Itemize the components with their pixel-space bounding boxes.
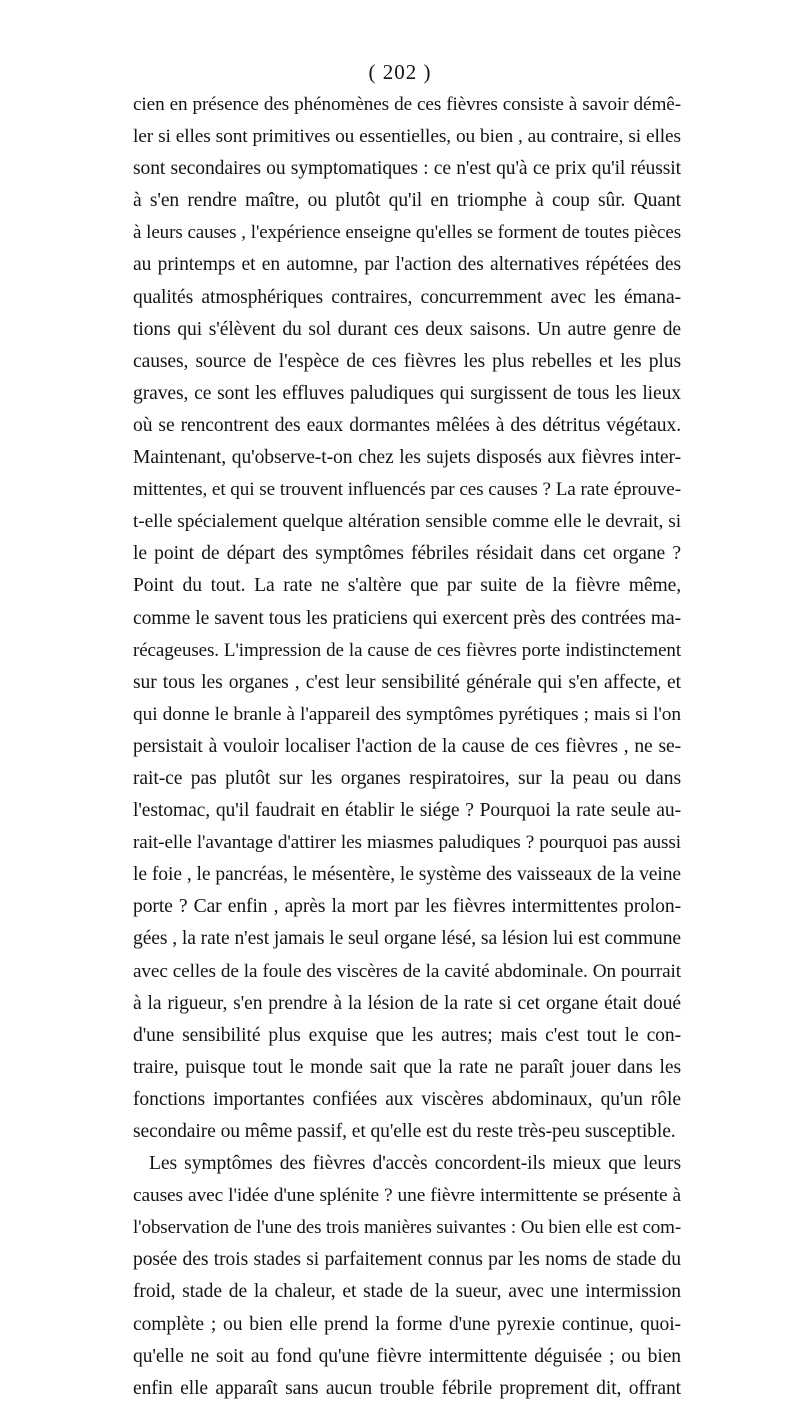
- text-line: sont secondaires ou symptomatiques : ce n'est qu'à ce prix qu'il réussit: [133, 158, 681, 180]
- text-line: rait-ce pas plutôt sur les organes respiratoires, sur la peau ou dans: [133, 767, 681, 789]
- text-line: secondaire ou même passif, et qu'elle est du reste très-peu susceptible.: [133, 1121, 676, 1142]
- text-line: à s'en rendre maître, ou plutôt qu'il en triomphe à coup sûr. Quant: [133, 190, 681, 212]
- text-line: l'observation de l'une des trois manières suivantes : Ou bien elle est com-: [133, 1217, 682, 1239]
- text-line: fonctions importantes confiées aux viscères abdominaux, qu'un rôle: [133, 1088, 681, 1110]
- text-line: qu'elle ne soit au fond qu'une fièvre intermittente déguisée ; ou bien: [133, 1345, 681, 1367]
- text-line: mittentes, et qui se trouvent influencés par ces causes ? La rate éprouve-: [133, 479, 681, 501]
- text-line: tions qui s'élèvent du sol durant ces deux saisons. Un autre genre de: [133, 318, 681, 340]
- body-text: [133, 89, 681, 1405]
- text-line: le foie , le pancréas, le mésentère, le système des vaisseaux de la veine: [133, 864, 681, 886]
- text-line: t-elle spécialement quelque altération sensible comme elle le devrait, si: [133, 511, 681, 533]
- text-line: où se rencontrent des eaux dormantes mêlées à des détritus végétaux.: [133, 414, 681, 436]
- text-line: comme le savent tous les praticiens qui exercent près des contrées ma-: [133, 607, 681, 629]
- page-number: ( 202 ): [368, 60, 432, 84]
- text-line: avec celles de la foule des viscères de la cavité abdominale. On pourrait: [133, 960, 681, 982]
- text-line: qui donne le branle à l'appareil des symptômes pyrétiques ; mais si l'on: [133, 703, 681, 725]
- text-line: graves, ce sont les effluves paludiques qui surgissent de tous les lieux: [133, 382, 681, 404]
- text-line: à leurs causes , l'expérience enseigne qu'elles se forment de toutes pièces: [133, 222, 681, 244]
- text-line: le point de départ des symptômes fébriles résidait dans cet organe ?: [133, 543, 681, 565]
- text-line: Les symptômes des fièvres d'accès concordent-ils mieux que leurs: [149, 1153, 681, 1175]
- text-line: enfin elle apparaît sans aucun trouble fébrile proprement dit, offrant: [133, 1377, 681, 1399]
- text-line: récageuses. L'impression de la cause de ces fièvres porte indistinctement: [133, 639, 681, 661]
- text-line: sur tous les organes , c'est leur sensibilité générale qui s'en affecte, et: [133, 671, 681, 693]
- text-line: Point du tout. La rate ne s'altère que par suite de la fièvre même,: [133, 575, 681, 597]
- text-line: traire, puisque tout le monde sait que la rate ne paraît jouer dans les: [133, 1056, 681, 1078]
- text-line: rait-elle l'avantage d'attirer les miasmes paludiques ? pourquoi pas aussi: [133, 832, 681, 854]
- text-line: froid, stade de la chaleur, et stade de la sueur, avec une intermission: [133, 1281, 681, 1303]
- text-line: causes, source de l'espèce de ces fièvres les plus rebelles et les plus: [133, 350, 681, 372]
- text-line: causes avec l'idée d'une splénite ? une fièvre intermittente se présente à: [133, 1185, 681, 1207]
- text-line: au printemps et en automne, par l'action des alternatives répétées des: [133, 254, 681, 276]
- text-line: persistait à vouloir localiser l'action de la cause de ces fièvres , ne se-: [133, 735, 681, 757]
- text-line: porte ? Car enfin , après la mort par les fièvres intermittentes prolon-: [133, 896, 681, 918]
- text-line: à la rigueur, s'en prendre à la lésion de la rate si cet organe était doué: [133, 992, 681, 1014]
- text-line: posée des trois stades si parfaitement connus par les noms de stade du: [133, 1249, 681, 1271]
- text-line: cien en présence des phénomènes de ces fièvres consiste à savoir démê-: [133, 94, 681, 115]
- text-line: l'estomac, qu'il faudrait en établir le siége ? Pourquoi la rate seule au-: [133, 800, 681, 822]
- text-line: qualités atmosphériques contraires, concurremment avec les émana-: [133, 286, 681, 308]
- text-line: ler si elles sont primitives ou essentielles, ou bien , au contraire, si elles: [133, 126, 681, 148]
- text-line: gées , la rate n'est jamais le seul organe lésé, sa lésion lui est commune: [133, 928, 681, 950]
- text-line: d'une sensibilité plus exquise que les autres; mais c'est tout le con-: [133, 1024, 681, 1046]
- text-line: Maintenant, qu'observe-t-on chez les sujets disposés aux fièvres inter-: [133, 447, 681, 469]
- text-line: complète ; ou bien elle prend la forme d'une pyrexie continue, quoi-: [133, 1313, 681, 1335]
